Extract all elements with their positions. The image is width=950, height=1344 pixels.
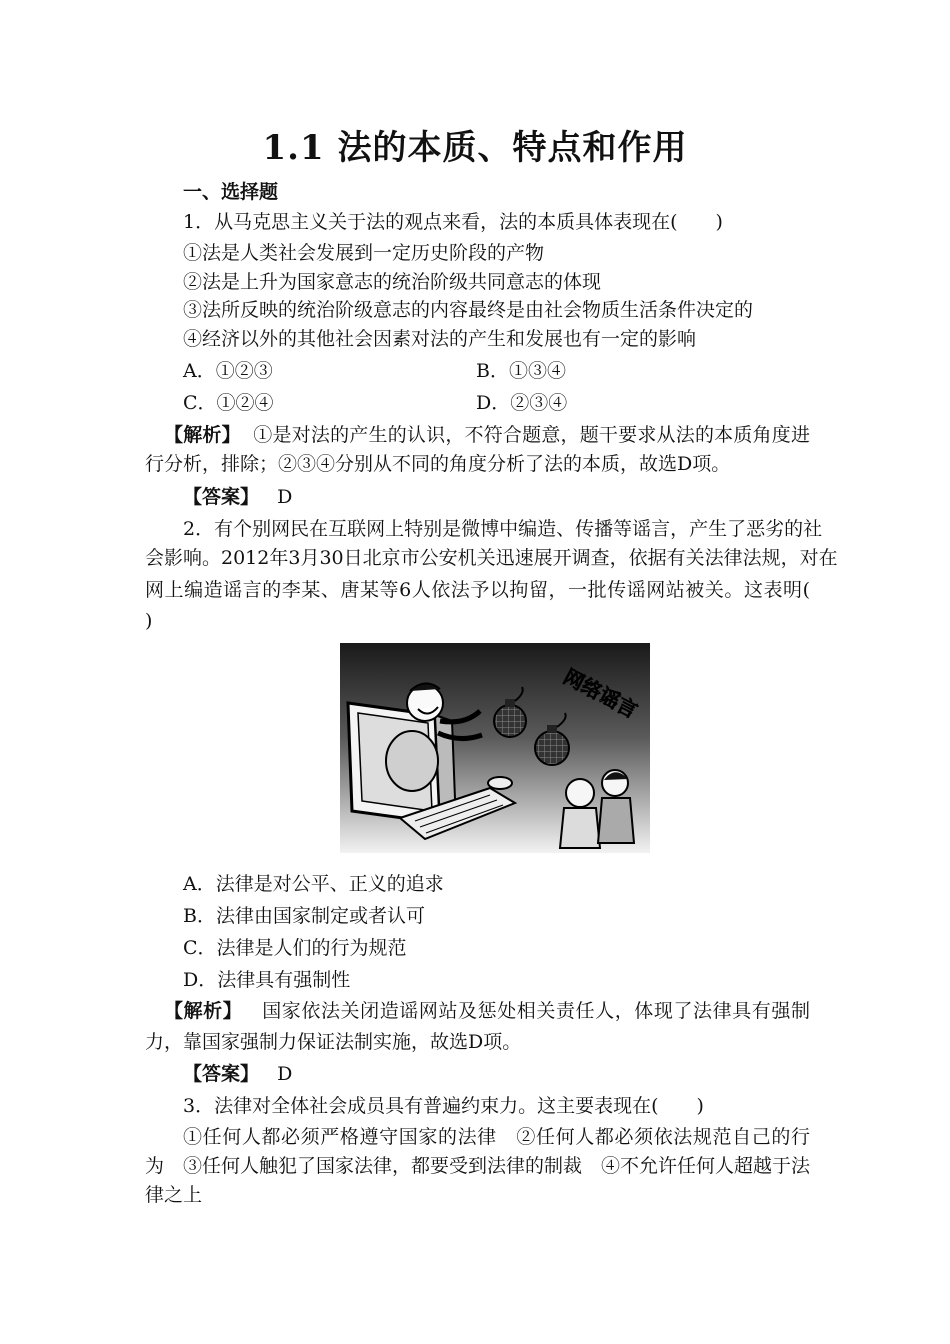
q1-analysis-line: 行分析，排除；②③④分别从不同的角度分析了法的本质，故选D项。: [145, 453, 731, 475]
q2-option-c: C．法律是人们的行为规范: [183, 937, 407, 959]
q3-stem: 3．法律对全体社会成员具有普遍约束力。这主要表现在( ): [183, 1095, 704, 1117]
q1-item: ②法是上升为国家意志的统治阶级共同意志的体现: [183, 271, 602, 293]
answer-label: 【答案】: [183, 486, 260, 508]
q2-option-d: D．法律具有强制性: [183, 969, 351, 991]
q1-option-d: D．②③④: [476, 392, 568, 414]
analysis-text: ①是对法的产生的认识，不符合题意，题干要求从法的本质角度进: [253, 424, 810, 446]
q3-items-line: ①任何人都必须严格遵守国家的法律 ②任何人都必须依法规范自己的行: [183, 1126, 810, 1148]
q2-stem-line: 会影响。2012年3月30日北京市公安机关迅速展开调查，依据有关法律法规，对在: [145, 547, 838, 569]
q1-item: ④经济以外的其他社会因素对法的产生和发展也有一定的影响: [183, 328, 697, 350]
q2-stem-line: 2．有个别网民在互联网上特别是微博中编造、传播等谣言，产生了恶劣的社: [183, 518, 823, 540]
cartoon-figure: [340, 643, 650, 853]
figure-caption-text: 网络谣言: [559, 664, 642, 723]
q2-answer: [183, 1062, 848, 1086]
q1-option-a: A．①②③: [183, 360, 273, 382]
q1-option-c: C．①②④: [183, 392, 274, 414]
q2-analysis-line: 力，靠国家强制力保证法制实施，故选D项。: [145, 1031, 522, 1053]
q1-item: ③法所反映的统治阶级意志的内容最终是由社会物质生活条件决定的: [183, 299, 754, 321]
q1-answer: [183, 485, 848, 509]
q2-stem-line: 网上编造谣言的李某、唐某等6人依法予以拘留，一批传谣网站被关。这表明(: [145, 579, 810, 601]
q1-stem: 1．从马克思主义关于法的观点来看，法的本质具体表现在( ): [183, 211, 723, 233]
q2-option-b: B．法律由国家制定或者认可: [183, 905, 425, 927]
analysis-label: 【解析】: [164, 424, 241, 446]
q2-analysis-line: [164, 999, 810, 1023]
q1-option-b: B．①③④: [476, 360, 566, 382]
page-title: 1.1 法的本质、特点和作用: [262, 128, 688, 168]
answer-value: D: [277, 1063, 293, 1085]
answer-value: D: [277, 486, 293, 508]
q1-analysis-line: [164, 423, 810, 447]
q1-option-row: [183, 359, 810, 383]
answer-label: 【答案】: [183, 1063, 260, 1085]
q1-option-row: [183, 391, 810, 415]
q3-items-line: 律之上: [145, 1184, 203, 1206]
q1-item: ①法是人类社会发展到一定历史阶段的产物: [183, 242, 545, 264]
analysis-label: 【解析】: [164, 1000, 243, 1022]
q3-items-line: 为 ③任何人触犯了国家法律，都要受到法律的制裁 ④不允许任何人超越于法: [145, 1155, 811, 1177]
q2-option-a: A．法律是对公平、正义的追求: [183, 873, 444, 895]
q2-stem-line: ): [145, 610, 153, 632]
section-heading: 一、选择题: [183, 181, 279, 203]
analysis-text: 国家依法关闭造谣网站及惩处相关责任人，体现了法律具有强制: [262, 1000, 810, 1022]
